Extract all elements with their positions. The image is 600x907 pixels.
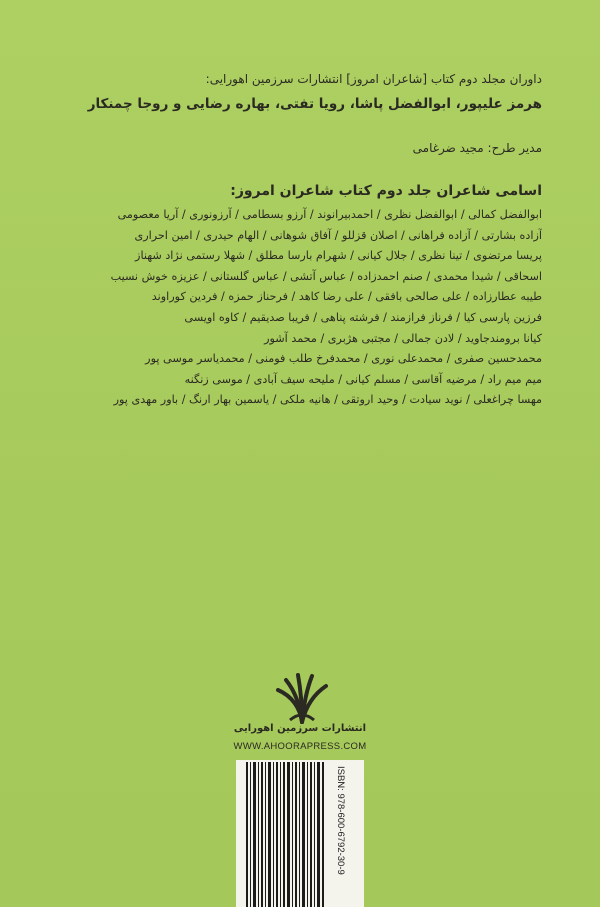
publisher-name: انتشارات سرزمین اهورایی — [233, 723, 367, 734]
poets-line: طیبه عطارزاده / علی صالحی بافقی / علی رضا کاهد / فرحناز حمزه / فردین کوراوند — [151, 290, 542, 304]
poets-heading: اسامی شاعران جلد دوم کتاب شاعران امروز: — [230, 183, 542, 199]
poets-line: پریسا مرتضوی / تینا نظری / جلال کیانی / شهرام بارسا مطلق / شهلا رستمی نژاد شهناز — [135, 249, 542, 263]
poets-line: فرزین پارسی کیا / فرناز فرازمند / فرشته پناهی / فریبا صدیقیم / کاوه اویسی — [184, 310, 542, 324]
isbn-text: ISBN: 978-600-6792-30-9 — [335, 766, 346, 875]
judges-names: هرمز علیپور، ابوالفضل پاشا، رویا تفتی، بهاره رضایی و روجا چمنکار — [87, 96, 542, 112]
poets-line: ابوالفضل کمالی / ابوالفضل نظری / احمدبیرانوند / آرزو بسطامی / آرزونوری / آریا معصومی — [117, 208, 542, 221]
poets-line: مهسا چراغعلی / نوید سیادت / وحید اروتقی / هانیه ملکی / یاسمین بهار ارنگ / باور مهدی پور — [113, 393, 542, 407]
poets-line: میم میم راد / مرضیه آقاسی / مسلم کیانی / ملیحه سیف آبادی / موسی زنگنه — [184, 372, 542, 386]
poets-line: محمدحسین صفری / محمدعلی نوری / محمدفرخ طلب فومنی / محمدیاسر موسی پور — [145, 352, 542, 366]
poets-list — [42, 205, 542, 411]
designer-credit: مدیر طرح: مجید ضرغامی — [412, 141, 542, 155]
barcode-icon — [244, 762, 328, 907]
publisher-website: WWW.AHOORAPRESS.COM — [233, 741, 367, 752]
poets-line: اسحاقی / شیدا محمدی / صنم احمدزاده / عباس آتشی / عباس گلستانی / عزیزه خوش نسیب — [110, 269, 542, 283]
poets-line: کیانا برومندجاوید / لادن جمالی / مجتبی هژبری / محمد آشور — [264, 331, 542, 345]
judges-intro: داوران مجلد دوم کتاب [شاعران امروز] انتشارات سرزمین اهورایی: — [205, 72, 542, 86]
publisher-logo-icon — [270, 672, 334, 724]
poets-line: آزاده بشارتی / آزاده فراهانی / اصلان قزللو / آفاق شوهانی / الهام حیدری / امین احراری — [134, 228, 542, 242]
